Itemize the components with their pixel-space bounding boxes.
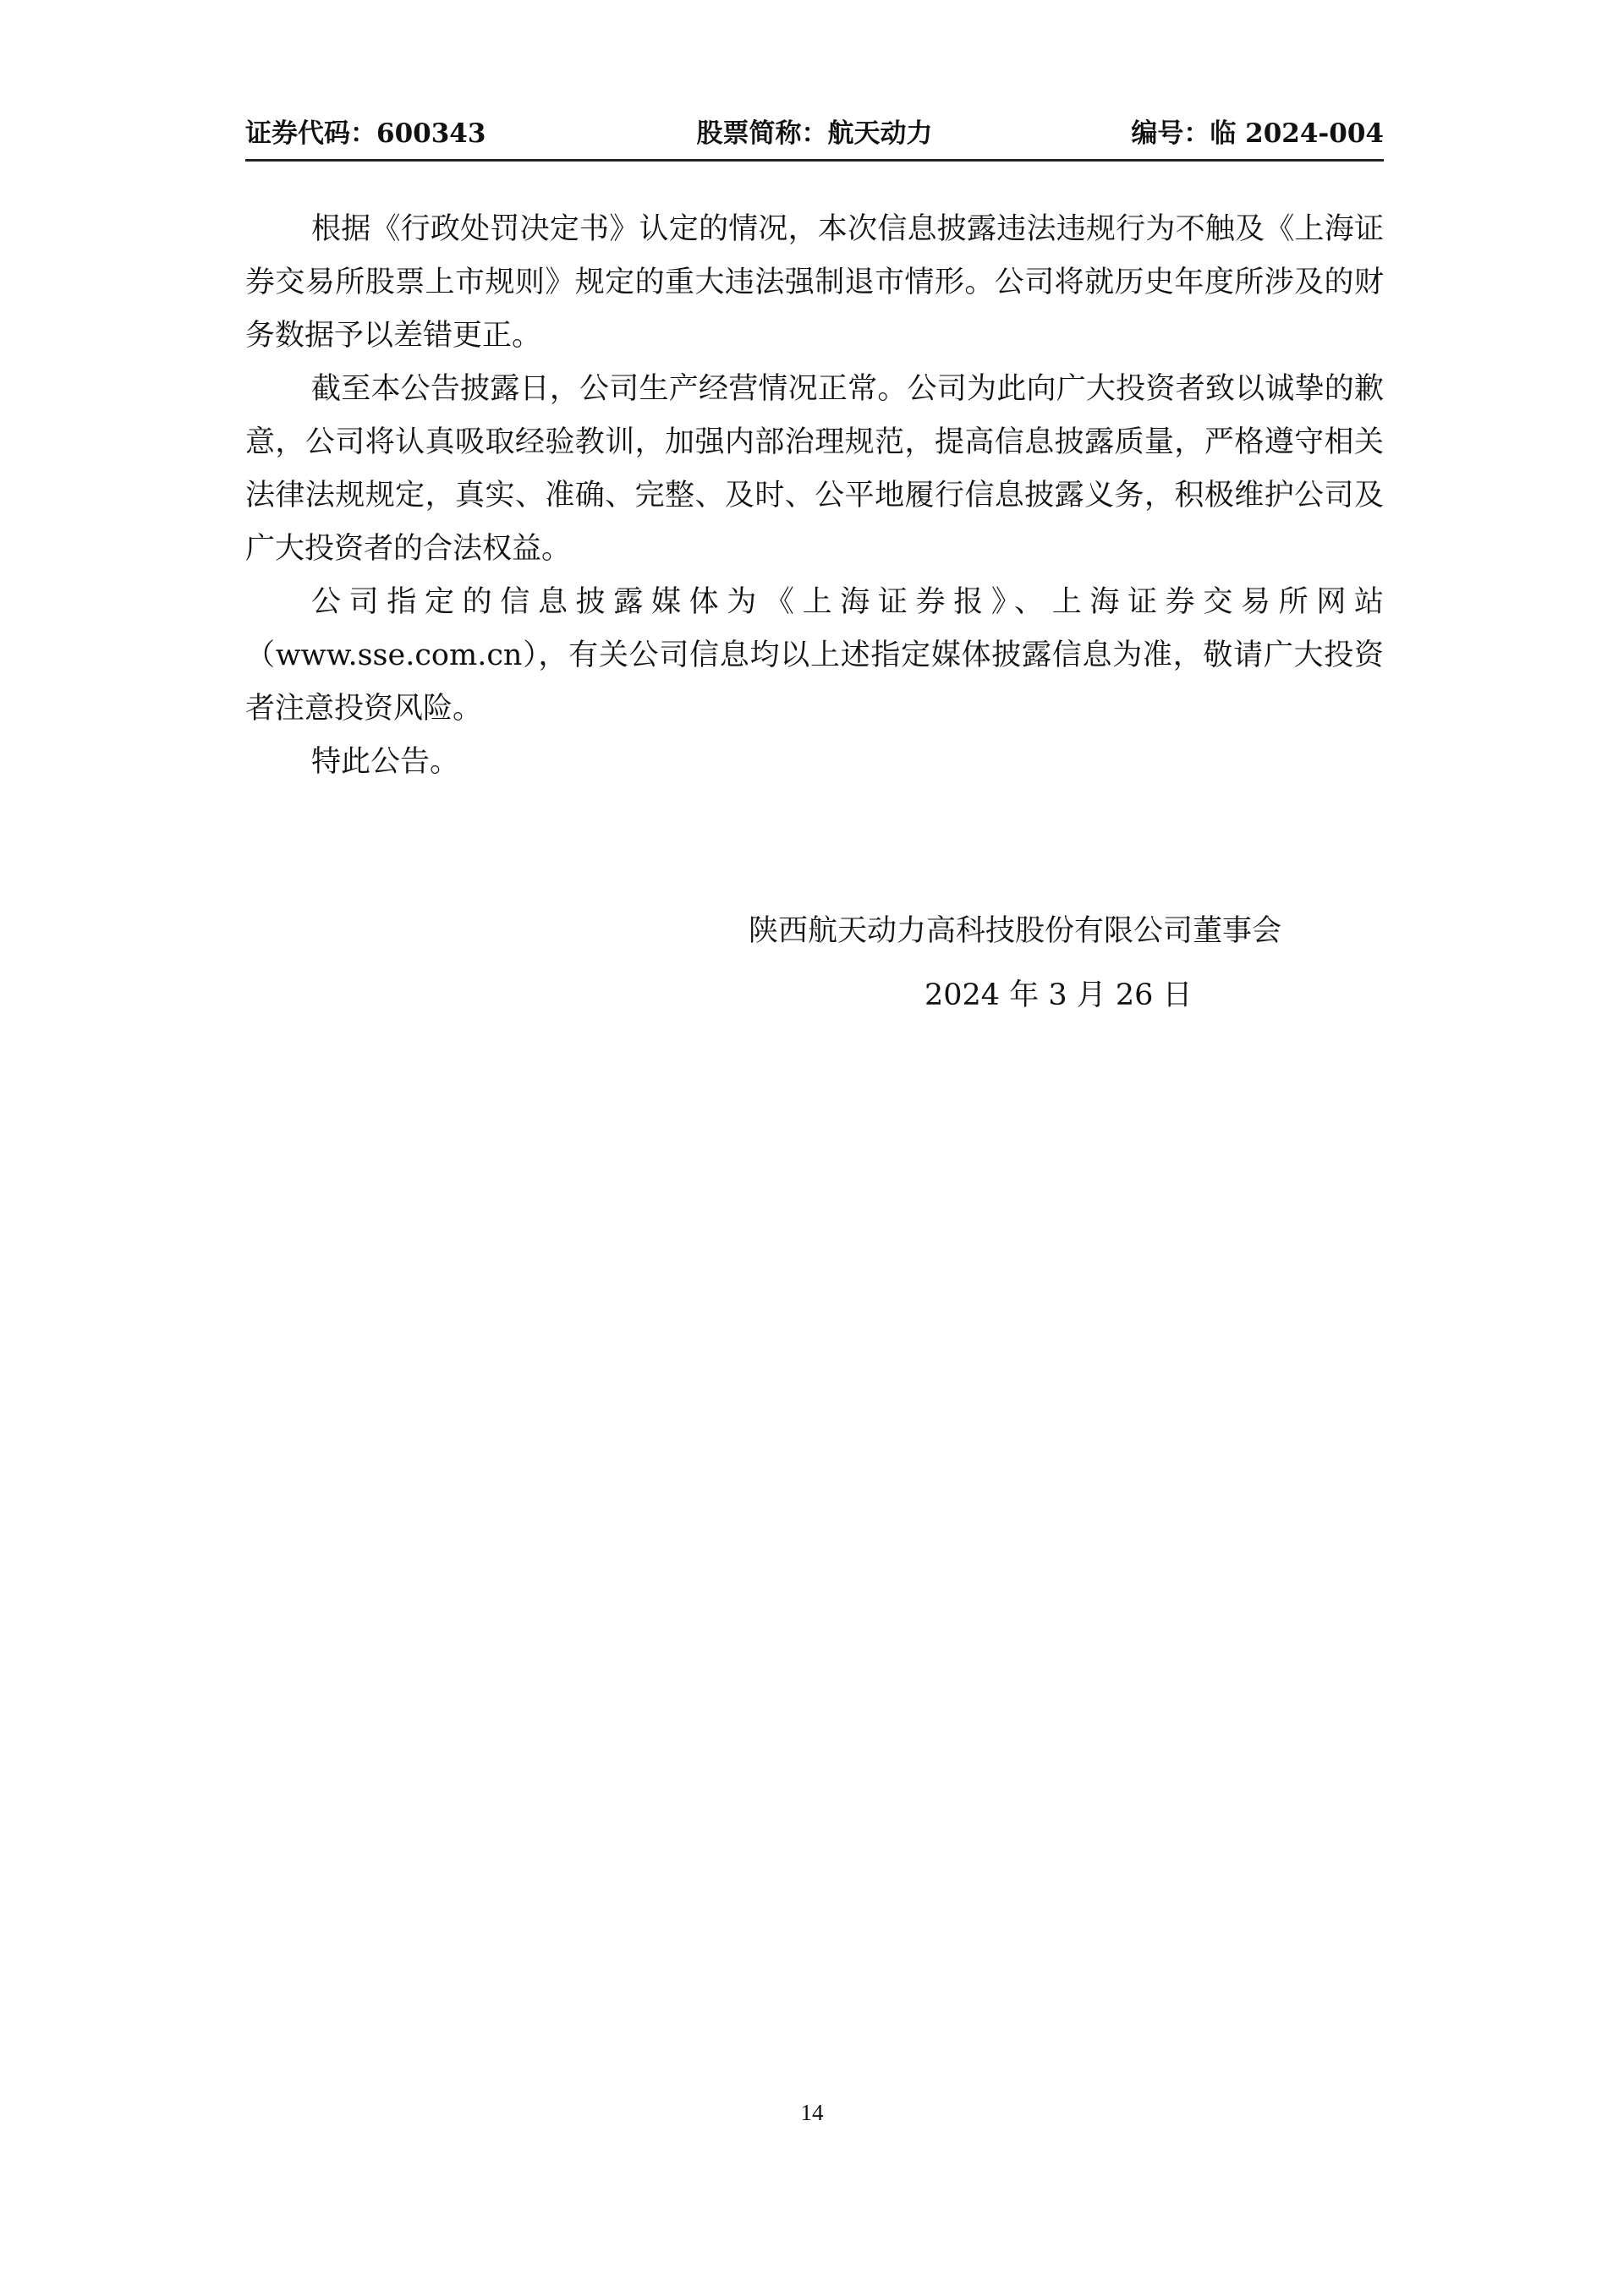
signatory-company: 陕西航天动力高科技股份有限公司董事会: [749, 914, 1282, 948]
announcement-number: 编号：临 2024-004: [1131, 118, 1384, 149]
stock-code: 证券代码：600343: [245, 118, 486, 149]
paragraph-operations: 截至本公告披露日，公司生产经营情况正常。公司为此向广大投资者致以诚挚的歉意，公司将认真吸取经验教训，加强内部治理规范，提高信息披露质量，严格遵守相关法律法规规定，真实、准确、完整、及时、公平地履行信息披露义务，积极维护公司及广大投资者的合法权益。: [245, 372, 1384, 566]
announcement-body: [245, 203, 1384, 789]
signature-date: 2024 年 3 月 26 日: [924, 978, 1193, 1012]
page-header: [245, 110, 1384, 162]
paragraph-penalty: 根据《行政处罚决定书》认定的情况，本次信息披露违法违规行为不触及《上海证券交易所股票上市规则》规定的重大违法强制退市情形。公司将就历史年度所涉及的财务数据予以差错更正。: [245, 212, 1384, 353]
stock-short-name: 股票简称：航天动力: [696, 118, 933, 149]
paragraph-media: 公司指定的信息披露媒体为《上海证券报》、上海证券交易所网站（www.sse.com.cn），有关公司信息均以上述指定媒体披露信息为准，敬请广大投资者注意投资风险。: [245, 585, 1384, 726]
page-number: 14: [800, 2100, 824, 2125]
paragraph-closing: 特此公告。: [311, 745, 460, 779]
